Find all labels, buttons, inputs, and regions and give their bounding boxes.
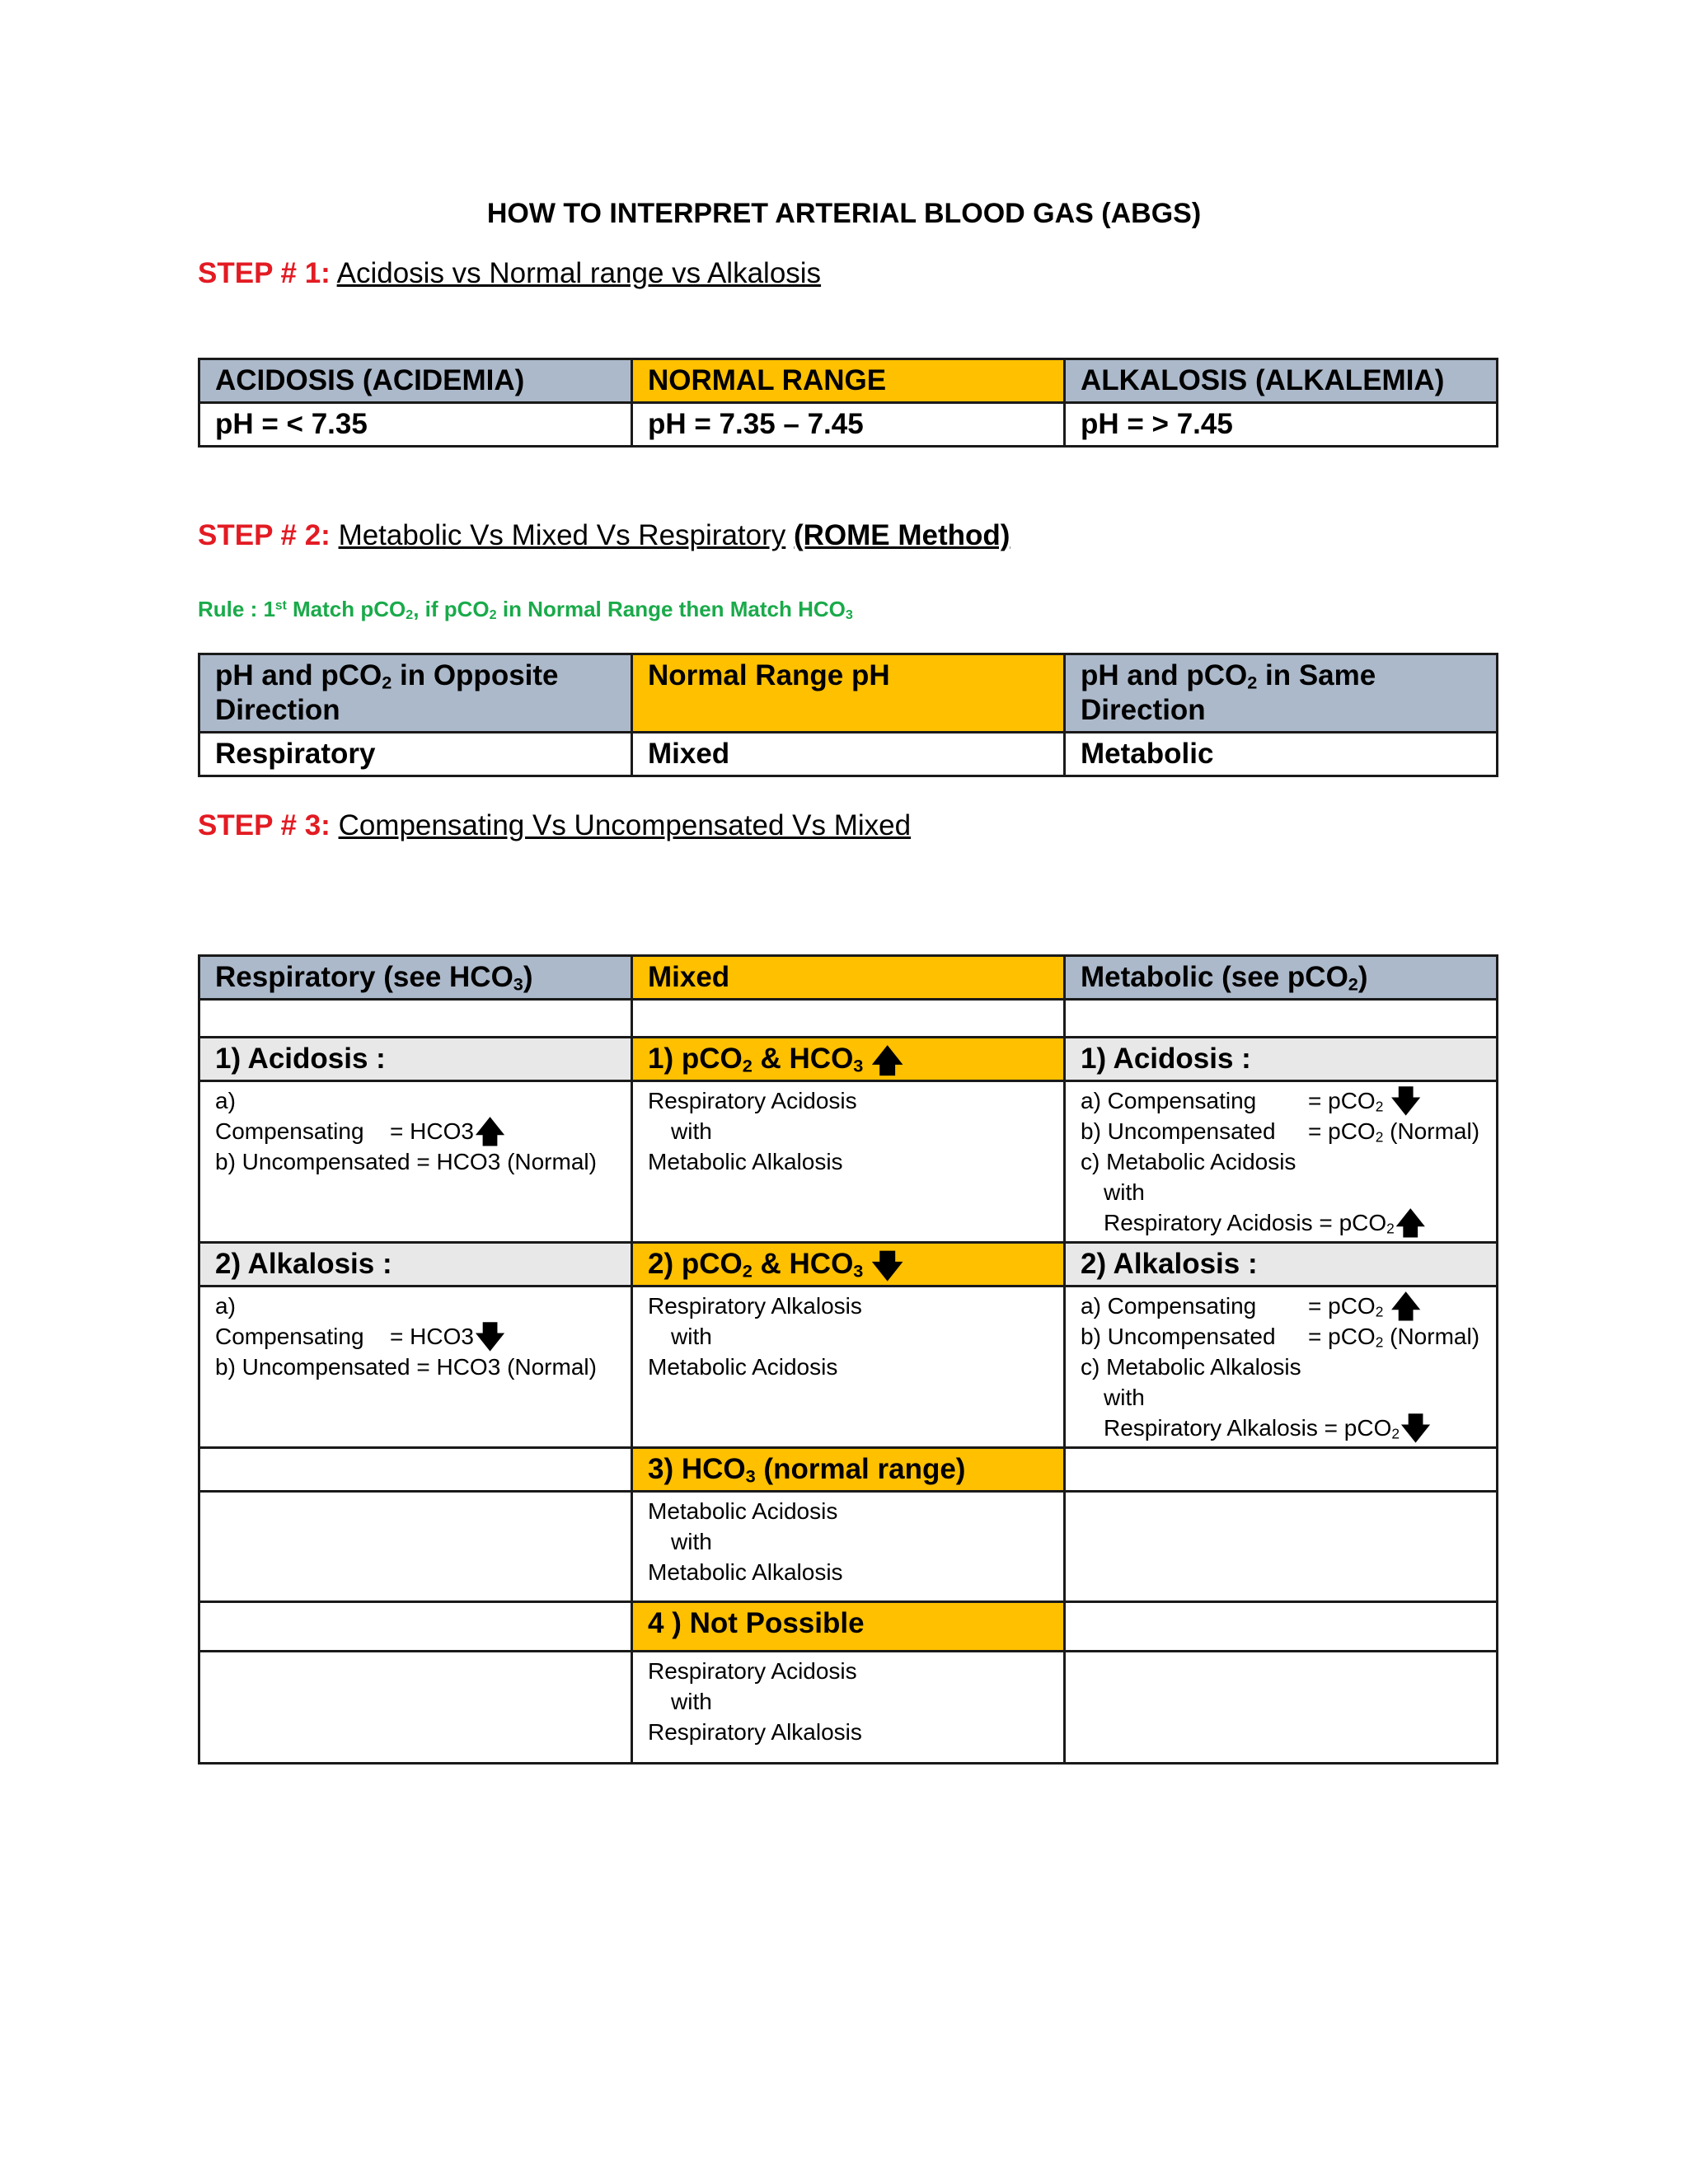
- resp-alkalosis-body: [199, 1286, 632, 1448]
- heading-text: 3) HCO: [648, 1453, 746, 1485]
- line-sub: 2: [1375, 1303, 1384, 1320]
- mixed-3-heading: [632, 1448, 1065, 1492]
- line: Respiratory Acidosis: [648, 1658, 857, 1684]
- line: with: [1104, 1385, 1145, 1410]
- rule-part: Rule : 1: [198, 597, 275, 621]
- header-text: pH and pCO: [1081, 659, 1248, 691]
- line-value: = HCO3 (Normal): [416, 1149, 597, 1174]
- header-text: ): [523, 961, 533, 993]
- heading-text: 2) pCO: [648, 1248, 743, 1280]
- rule-part: Match pCO: [286, 597, 406, 621]
- step1-text: Acidosis vs Normal range vs Alkalosis: [336, 257, 822, 289]
- resp-alkalosis-uncompensated: [215, 1352, 616, 1382]
- line: with: [671, 1689, 712, 1714]
- header-acidosis: ACIDOSIS (ACIDEMIA): [199, 359, 632, 403]
- mixed-2-body: [632, 1286, 1065, 1448]
- step3-label: STEP # 3:: [198, 809, 331, 841]
- empty-cell: [199, 1000, 632, 1038]
- line: [1081, 1207, 1427, 1241]
- arrow-down-icon: 🡇: [871, 1249, 904, 1284]
- heading-sub: 2: [742, 1055, 753, 1076]
- line-value: Respiratory Acidosis = pCO: [1104, 1210, 1387, 1235]
- line-label: a) Compensating: [215, 1088, 364, 1144]
- line: Metabolic Alkalosis: [648, 1559, 843, 1585]
- resp-acidosis-compensating: [215, 1085, 616, 1150]
- line: Respiratory Alkalosis: [648, 1293, 862, 1319]
- step2-heading: [198, 519, 1010, 552]
- line-value: Respiratory Alkalosis = pCO: [1104, 1415, 1392, 1441]
- heading-text: 1) pCO: [648, 1043, 743, 1075]
- line-value: = pCO: [1308, 1088, 1376, 1113]
- meta-acidosis-heading: 1) Acidosis :: [1065, 1038, 1498, 1081]
- meta-acidosis-body: [1065, 1081, 1498, 1243]
- line-value: (Normal): [1383, 1118, 1480, 1144]
- header-same-direction: [1065, 654, 1498, 733]
- step2-text: Metabolic Vs Mixed Vs Respiratory: [338, 519, 786, 551]
- resp-acidosis-heading: 1) Acidosis :: [199, 1038, 632, 1081]
- step2-method: (ROME Method): [794, 519, 1010, 551]
- mixed-2-heading: [632, 1243, 1065, 1286]
- step1-heading: [198, 257, 821, 290]
- page-title: HOW TO INTERPRET ARTERIAL BLOOD GAS (ABGS): [486, 198, 1202, 229]
- value-normal-ph: pH = 7.35 – 7.45: [632, 403, 1065, 447]
- heading-sub: 3: [853, 1260, 864, 1282]
- heading-text: (normal range): [755, 1453, 966, 1485]
- arrow-down-icon: 🡇: [1390, 1085, 1423, 1119]
- rule-part: in Normal Range then Match HCO: [496, 597, 846, 621]
- header-sub: 3: [513, 973, 523, 995]
- arrow-down-icon: 🡇: [473, 1320, 507, 1355]
- rule-sub: 2: [406, 607, 414, 623]
- header-sub: 2: [1247, 672, 1258, 693]
- line: with: [671, 1529, 712, 1554]
- heading-text: & HCO: [752, 1248, 854, 1280]
- header-text: pH and pCO: [215, 659, 382, 691]
- step3-heading: [198, 809, 911, 842]
- header-normal-range: NORMAL RANGE: [632, 359, 1065, 403]
- line-sub: 2: [1391, 1425, 1400, 1442]
- arrow-up-icon: 🡅: [1390, 1290, 1423, 1324]
- line: Metabolic Alkalosis: [648, 1149, 843, 1174]
- rule-text: [198, 597, 853, 622]
- meta-acidosis-uncompensated: [1081, 1116, 1481, 1146]
- arrow-up-icon: 🡅: [1394, 1207, 1427, 1241]
- empty-cell: [1065, 1492, 1498, 1602]
- header-sub: 2: [382, 672, 392, 693]
- line-label: b) Uncompensated: [215, 1149, 410, 1174]
- value-alkalosis-ph: pH = > 7.45: [1065, 403, 1498, 447]
- empty-cell: [199, 1448, 632, 1492]
- value-respiratory: Respiratory: [199, 733, 632, 776]
- mixed-1-heading: [632, 1038, 1065, 1081]
- line-value: = HCO3 (Normal): [416, 1354, 597, 1380]
- empty-cell: [199, 1652, 632, 1764]
- header-metabolic-see-pco2: [1065, 956, 1498, 1000]
- value-acidosis-ph: pH = < 7.35: [199, 403, 632, 447]
- value-mixed: Mixed: [632, 733, 1065, 776]
- header-opposite-direction: [199, 654, 632, 733]
- resp-alkalosis-compensating: [215, 1291, 616, 1355]
- line: Respiratory Acidosis: [648, 1088, 857, 1113]
- header-text: Metabolic (see pCO: [1081, 961, 1348, 993]
- line-label: a) Compensating: [1081, 1088, 1257, 1113]
- line-label: b) Uncompensated: [1081, 1118, 1276, 1144]
- arrow-up-icon: 🡅: [473, 1115, 507, 1150]
- mixed-3-body: [632, 1492, 1065, 1602]
- line-value: = pCO: [1308, 1293, 1376, 1319]
- mixed-1-body: [632, 1081, 1065, 1243]
- line: Metabolic Acidosis: [648, 1498, 838, 1524]
- line-sub: 2: [1375, 1333, 1384, 1351]
- empty-cell: [1065, 1602, 1498, 1652]
- line-sub: 2: [1386, 1220, 1395, 1237]
- line: with: [671, 1324, 712, 1349]
- mixed-4-body: [632, 1652, 1065, 1764]
- line-value: = HCO3: [390, 1324, 474, 1349]
- header-text: in Opposite Direction: [215, 659, 559, 726]
- rule-sup: st: [274, 598, 287, 613]
- line-value: = pCO: [1308, 1118, 1376, 1144]
- heading-sub: 3: [853, 1055, 864, 1076]
- rule-part: , if pCO: [413, 597, 490, 621]
- header-alkalosis: ALKALOSIS (ALKALEMIA): [1065, 359, 1498, 403]
- step2-label: STEP # 2:: [198, 519, 331, 551]
- line: Respiratory Alkalosis: [648, 1719, 862, 1745]
- header-text: ): [1357, 961, 1368, 993]
- resp-acidosis-uncompensated: [215, 1146, 616, 1177]
- header-text: Respiratory (see HCO: [215, 961, 513, 993]
- step3-table: [198, 954, 1498, 1765]
- line: with: [671, 1118, 712, 1144]
- meta-alkalosis-compensating: [1081, 1290, 1481, 1324]
- line-label: a) Compensating: [1081, 1293, 1257, 1319]
- meta-alkalosis-body: [1065, 1286, 1498, 1448]
- empty-cell: [1065, 1448, 1498, 1492]
- line: with: [1104, 1179, 1145, 1205]
- empty-cell: [1065, 1000, 1498, 1038]
- value-metabolic: Metabolic: [1065, 733, 1498, 776]
- header-respiratory-see-hco3: [199, 956, 632, 1000]
- line: [1081, 1412, 1432, 1446]
- arrow-up-icon: 🡅: [871, 1044, 904, 1079]
- step3-text: Compensating Vs Uncompensated Vs Mixed: [338, 809, 912, 841]
- line-value: (Normal): [1383, 1324, 1480, 1349]
- heading-sub: 2: [742, 1260, 753, 1282]
- heading-text: & HCO: [752, 1043, 854, 1075]
- step1-table: [198, 358, 1498, 448]
- mixed-4-heading: 4 ) Not Possible: [632, 1602, 1065, 1652]
- meta-alkalosis-uncompensated: [1081, 1321, 1481, 1352]
- arrow-down-icon: 🡇: [1400, 1412, 1432, 1446]
- resp-alkalosis-heading: 2) Alkalosis :: [199, 1243, 632, 1286]
- heading-sub: 3: [745, 1465, 756, 1487]
- step2-table: [198, 653, 1498, 777]
- empty-cell: [1065, 1652, 1498, 1764]
- line-sub: 2: [1375, 1128, 1384, 1146]
- empty-cell: [199, 1602, 632, 1652]
- line-label: a) Compensating: [215, 1293, 364, 1349]
- line: c) Metabolic Alkalosis: [1081, 1354, 1301, 1380]
- empty-cell: [632, 1000, 1065, 1038]
- empty-cell: [199, 1492, 632, 1602]
- rule-sub: 2: [489, 607, 497, 623]
- resp-acidosis-body: [199, 1081, 632, 1243]
- header-normal-range-ph: Normal Range pH: [632, 654, 1065, 733]
- line-label: b) Uncompensated: [1081, 1324, 1276, 1349]
- header-mixed: Mixed: [632, 956, 1065, 1000]
- line-label: b) Uncompensated: [215, 1354, 410, 1380]
- meta-acidosis-compensating: [1081, 1085, 1481, 1119]
- rule-sub: 3: [845, 607, 853, 623]
- line-value: = pCO: [1308, 1324, 1376, 1349]
- line: Metabolic Acidosis: [648, 1354, 838, 1380]
- step1-label: STEP # 1:: [198, 257, 331, 289]
- line-value: = HCO3: [390, 1118, 474, 1144]
- header-text: in Same Direction: [1081, 659, 1376, 726]
- header-sub: 2: [1348, 973, 1358, 995]
- meta-alkalosis-heading: 2) Alkalosis :: [1065, 1243, 1498, 1286]
- line-sub: 2: [1375, 1098, 1384, 1115]
- line: c) Metabolic Acidosis: [1081, 1149, 1296, 1174]
